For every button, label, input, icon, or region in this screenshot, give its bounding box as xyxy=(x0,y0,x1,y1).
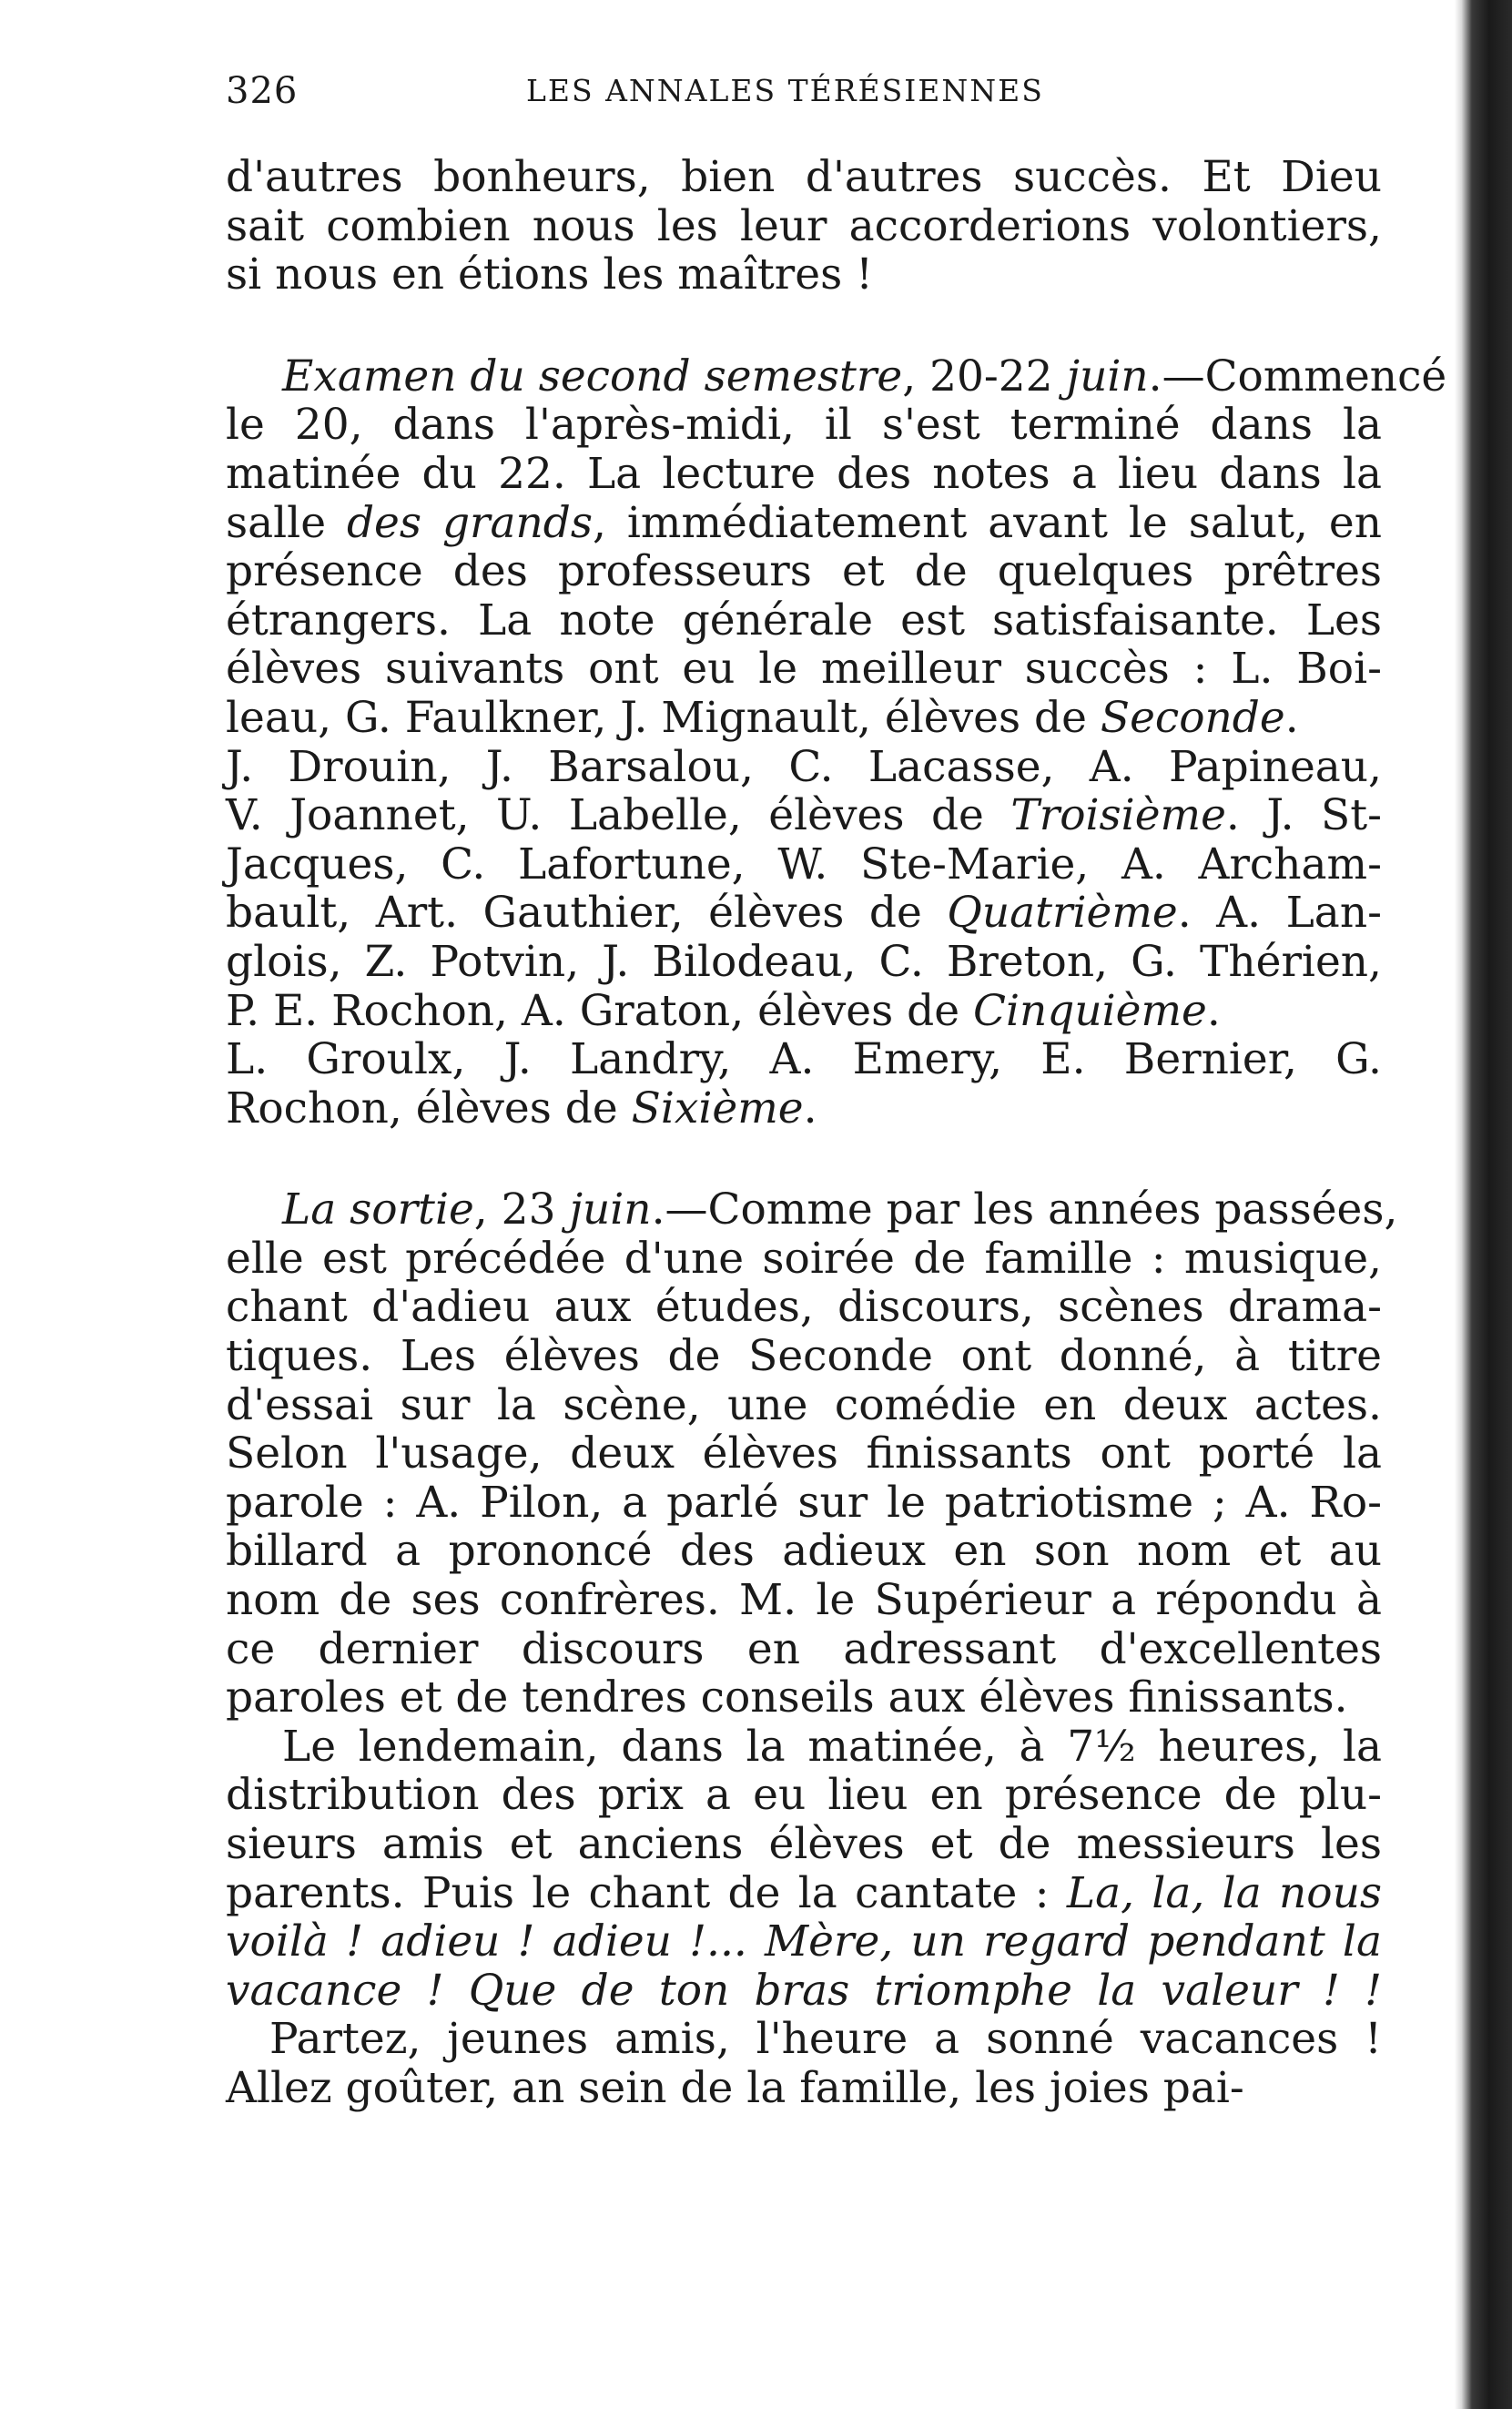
body-text xyxy=(226,152,1447,2113)
text-segment: nom de ses confrères. M. le Supérieur a répondu à xyxy=(226,1575,1382,1626)
page-number: 326 xyxy=(226,70,299,112)
text-line xyxy=(226,1332,1382,1381)
text-segment: sieurs amis et anciens élèves et de messieurs les xyxy=(226,1819,1382,1869)
text-segment: d'autres bonheurs, bien d'autres succès. Et Dieu xyxy=(226,152,1382,202)
text-line xyxy=(226,1771,1382,1820)
italic-text: Examen du second semestre xyxy=(282,351,903,402)
text-segment: .—Comme par les années passées, xyxy=(651,1184,1398,1235)
text-segment: . J. St- xyxy=(1225,790,1382,841)
text-segment: d'essai sur la scène, une comédie en deux actes. xyxy=(226,1379,1382,1430)
text-line xyxy=(226,153,1382,202)
text-line xyxy=(226,1673,1382,1723)
italic-text: voilà ! adieu ! adieu !... Mère, un regard pendant la xyxy=(226,1916,1382,1967)
italic-text: Troisième xyxy=(1010,790,1226,841)
paragraph-gap xyxy=(226,1133,1382,1185)
text-segment: paroles et de tendres conseils aux élèves finissants. xyxy=(226,1672,1348,1723)
text-segment: , 23 xyxy=(473,1184,570,1235)
text-segment: distribution des prix a eu lieu en présence de plu- xyxy=(226,1770,1382,1821)
text-segment: L. Groulx, J. Landry, A. Emery, E. Bernier, G. xyxy=(226,1034,1382,1085)
text-segment: le 20, dans l'après-midi, il s'est terminé dans la xyxy=(226,400,1382,451)
running-head: LES ANNALES TÉRÉSIENNES xyxy=(526,73,1044,108)
text-segment: ce dernier discours en adressant d'excellentes xyxy=(226,1623,1382,1674)
text-line xyxy=(226,202,1382,251)
text-line xyxy=(226,1035,1382,1084)
italic-text: Quatrième xyxy=(947,888,1178,939)
text-segment: Jacques, C. Lafortune, W. Ste-Marie, A. Archam- xyxy=(226,839,1382,889)
text-line xyxy=(226,401,1382,450)
italic-text: vacance ! Que de ton bras triomphe la valeur ! ! xyxy=(226,1965,1382,2016)
text-segment: V. Joannet, U. Labelle, élèves de xyxy=(226,790,1011,841)
text-segment: . A. Lan- xyxy=(1177,888,1382,939)
text-line xyxy=(226,1184,1398,1235)
text-segment: élèves suivants ont eu le meilleur succès : L. Boi- xyxy=(226,644,1382,695)
italic-text: Seconde xyxy=(1100,692,1285,743)
text-segment: Partez, jeunes amis, l'heure a sonné vacances ! xyxy=(269,2014,1382,2065)
paragraph-gap xyxy=(226,300,1382,352)
text-line xyxy=(226,1283,1382,1332)
text-segment: parole : A. Pilon, a parlé sur le patriotisme ; A. Ro- xyxy=(226,1477,1382,1528)
text-line xyxy=(226,1429,1382,1479)
text-line xyxy=(226,499,1382,548)
text-line xyxy=(226,743,1382,792)
text-line xyxy=(226,840,1382,889)
text-segment: bault, Art. Gauthier, élèves de xyxy=(226,888,948,939)
text-line xyxy=(226,1235,1382,1284)
binding-edge-shadow xyxy=(1455,0,1512,2409)
text-line xyxy=(226,1381,1382,1430)
text-segment: matinée du 22. La lecture des notes a lieu dans la xyxy=(226,448,1382,499)
text-segment: étrangers. La note générale est satisfaisante. Les xyxy=(226,595,1382,645)
text-segment: Allez goûter, an sein de la famille, les joies pai- xyxy=(226,2062,1244,2113)
text-segment: si nous en étions les maîtres ! xyxy=(226,249,874,300)
text-line xyxy=(226,1869,1382,1918)
text-line xyxy=(226,547,1382,596)
text-line xyxy=(226,1723,1382,1772)
text-line xyxy=(226,596,1382,645)
text-segment: présence des professeurs et de quelques prêtres xyxy=(226,546,1382,597)
text-segment: billard a prononcé des adieux en son nom et au xyxy=(226,1526,1382,1577)
text-line xyxy=(226,1967,1382,2016)
text-line xyxy=(226,938,1382,987)
text-segment: . xyxy=(1284,692,1299,743)
text-segment: tiques. Les élèves de Seconde ont donné, à titre xyxy=(226,1331,1382,1382)
text-segment: leau, G. Faulkner, J. Mignault, élèves de xyxy=(226,692,1101,743)
text-line xyxy=(226,987,1382,1036)
text-segment: elle est précédée d'une soirée de famille : musique, xyxy=(226,1233,1382,1284)
text-line xyxy=(226,2064,1382,2113)
text-segment: glois, Z. Potvin, J. Bilodeau, C. Breton, G. Thérien, xyxy=(226,936,1382,987)
text-line xyxy=(226,645,1382,694)
text-line xyxy=(226,1576,1382,1625)
text-line xyxy=(226,1625,1382,1674)
italic-text: La sortie xyxy=(282,1184,474,1235)
text-line xyxy=(226,1479,1382,1528)
text-segment: . xyxy=(1206,985,1221,1036)
text-segment: , immédiatement avant le salut, en xyxy=(593,497,1382,548)
text-line xyxy=(226,450,1382,499)
text-line xyxy=(226,694,1382,743)
italic-text: Sixième xyxy=(631,1083,804,1133)
italic-text: juin xyxy=(1066,351,1149,402)
text-line xyxy=(226,791,1382,840)
text-line xyxy=(226,1084,1382,1133)
text-segment: . xyxy=(803,1083,817,1133)
text-segment: J. Drouin, J. Barsalou, C. Lacasse, A. Papineau, xyxy=(226,741,1382,792)
italic-text: Cinquième xyxy=(973,985,1207,1036)
text-segment: Rochon, élèves de xyxy=(226,1083,632,1133)
italic-text: des grands xyxy=(346,497,593,548)
text-segment: , 20-22 xyxy=(902,351,1067,402)
text-segment: sait combien nous les leur accorderions volontiers, xyxy=(226,200,1382,251)
text-line xyxy=(226,1820,1382,1869)
text-segment: Le lendemain, dans la matinée, à 7½ heures, la xyxy=(282,1721,1382,1772)
text-segment: .—Commencé xyxy=(1148,351,1447,402)
text-segment: chant d'adieu aux études, discours, scènes drama- xyxy=(226,1282,1382,1333)
text-segment: Selon l'usage, deux élèves finissants ont porté la xyxy=(226,1428,1382,1479)
italic-text: La, la, la nous xyxy=(1066,1867,1382,1918)
text-segment: salle xyxy=(226,497,347,548)
text-line xyxy=(226,351,1447,402)
page-header xyxy=(226,64,1382,118)
text-segment: P. E. Rochon, A. Graton, élèves de xyxy=(226,985,974,1036)
text-line xyxy=(226,250,1382,300)
text-segment: parents. Puis le chant de la cantate : xyxy=(226,1867,1067,1918)
text-line xyxy=(226,1527,1382,1576)
text-line xyxy=(226,1917,1382,1967)
text-line xyxy=(226,889,1382,938)
italic-text: juin xyxy=(569,1184,652,1235)
text-line xyxy=(226,2015,1382,2064)
